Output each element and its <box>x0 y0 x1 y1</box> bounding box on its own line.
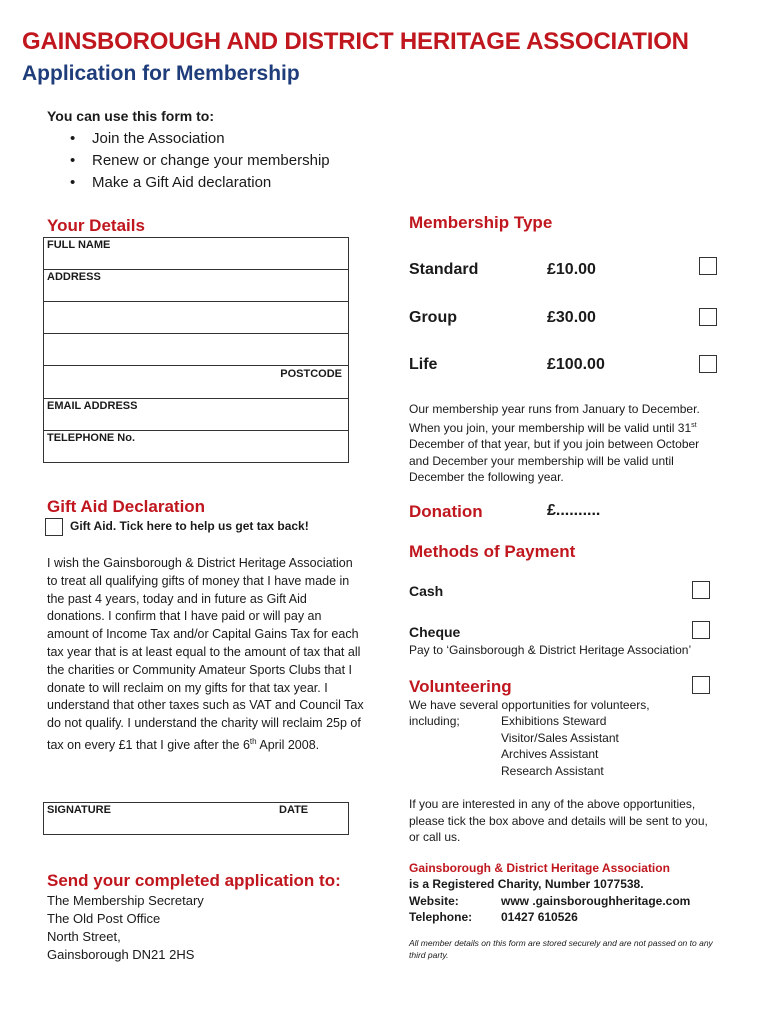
address-label: ADDRESS <box>47 271 101 283</box>
organisation-title: GAINSBOROUGH AND DISTRICT HERITAGE ASSOCIATION <box>22 28 689 55</box>
address-field-3[interactable] <box>43 333 349 366</box>
your-details-heading: Your Details <box>47 216 145 235</box>
membership-type-heading: Membership Type <box>409 213 553 232</box>
intro-item: • Make a Gift Aid declaration <box>70 172 330 194</box>
membership-group-price: £30.00 <box>547 309 596 326</box>
volunteer-role: Research Assistant <box>501 763 604 778</box>
address-field-2[interactable] <box>43 301 349 334</box>
membership-life-checkbox[interactable] <box>699 355 717 373</box>
volunteering-intro: We have several opportunities for volunteers, <box>409 698 650 712</box>
membership-life-price: £100.00 <box>547 356 605 373</box>
volunteer-roles <box>501 713 619 779</box>
full-name-label: FULL NAME <box>47 239 111 251</box>
privacy-note: All member details on this form are stored securely and are not passed on to any third party. <box>409 938 713 960</box>
telephone-field[interactable] <box>43 430 349 463</box>
email-field[interactable] <box>43 398 349 431</box>
gift-aid-tick-label: Gift Aid. Tick here to help us get tax back! <box>70 519 309 533</box>
telephone-info-label: Telephone: <box>409 910 473 924</box>
date-label: DATE <box>279 804 309 816</box>
address-field-1[interactable] <box>43 269 349 302</box>
postcode-label: POSTCODE <box>280 368 342 380</box>
membership-standard-checkbox[interactable] <box>699 257 717 275</box>
volunteering-checkbox[interactable] <box>692 676 710 694</box>
form-title: Application for Membership <box>22 62 300 85</box>
gift-aid-checkbox[interactable] <box>45 518 63 536</box>
intro-list <box>70 128 330 194</box>
email-label: EMAIL ADDRESS <box>47 400 138 412</box>
address-line: The Old Post Office <box>47 911 161 926</box>
postcode-field[interactable] <box>43 365 349 399</box>
volunteering-including: including; <box>409 714 460 728</box>
intro-label: You can use this form to: <box>47 108 214 124</box>
gift-aid-declaration: I wish the Gainsborough & District Heritage Association to treat all qualifying gifts of money that I have made in the past 4 years, today and in future as Gift Aid donations. I confirm that I have paid or will pay an amount of Income Tax and/or Capital Gains Tax for each tax year that is at least equal to the amount of tax that all the charities or Community Amateur Sports Clubs that I donate to will reclaim on my gifts for that tax year. I understand that other taxes such as VAT and Council Tax do not qualify. I understand the charity will reclaim 25p of tax on every £1 that I give after the 6th April 2008. <box>47 556 364 753</box>
address-line: North Street, <box>47 929 121 944</box>
telephone-label: TELEPHONE No. <box>47 432 136 444</box>
intro-item: • Join the Association <box>70 128 330 150</box>
payment-cash-label: Cash <box>409 583 444 599</box>
payment-cheque-checkbox[interactable] <box>692 621 710 639</box>
membership-life-label: Life <box>409 356 438 373</box>
membership-note: Our membership year runs from January to December. When you join, your membership will be valid until 31st December of that year, but if you join between October and December your membership will be valid until December the following year. <box>409 402 700 484</box>
donation-label: Donation <box>409 502 483 521</box>
cheque-payee-note: Pay to ‘Gainsborough & District Heritage Association’ <box>409 643 692 657</box>
address-line: The Membership Secretary <box>47 893 204 908</box>
signature-label: SIGNATURE <box>47 804 111 816</box>
membership-standard-label: Standard <box>409 261 479 278</box>
address-line: Gainsborough DN21 2HS <box>47 947 195 962</box>
send-to-address <box>47 892 204 964</box>
full-name-field[interactable] <box>43 237 349 270</box>
volunteering-heading: Volunteering <box>409 677 512 696</box>
send-to-heading: Send your completed application to: <box>47 871 341 890</box>
membership-group-label: Group <box>409 309 457 326</box>
website-link[interactable]: www .gainsboroughheritage.com <box>501 894 691 908</box>
donation-amount[interactable]: £.......... <box>547 502 601 519</box>
volunteering-interest-note: If you are interested in any of the above opportunities, please tick the box above and details will be sent to you, or call us. <box>409 797 708 844</box>
gift-aid-heading: Gift Aid Declaration <box>47 497 206 516</box>
payment-cheque-label: Cheque <box>409 624 461 640</box>
signature-field[interactable] <box>43 802 349 835</box>
charity-name: Gainsborough & District Heritage Association <box>409 861 670 875</box>
payment-cash-checkbox[interactable] <box>692 581 710 599</box>
membership-standard-price: £10.00 <box>547 261 596 278</box>
telephone-number: 01427 610526 <box>501 910 578 924</box>
volunteer-role: Archives Assistant <box>501 747 599 761</box>
volunteer-role: Visitor/Sales Assistant <box>501 730 619 745</box>
volunteer-role: Exhibitions Steward <box>501 714 607 728</box>
payment-heading: Methods of Payment <box>409 542 576 561</box>
charity-registration: is a Registered Charity, Number 1077538. <box>409 877 644 891</box>
membership-group-checkbox[interactable] <box>699 308 717 326</box>
website-label: Website: <box>409 894 459 908</box>
intro-item: • Renew or change your membership <box>70 150 330 172</box>
